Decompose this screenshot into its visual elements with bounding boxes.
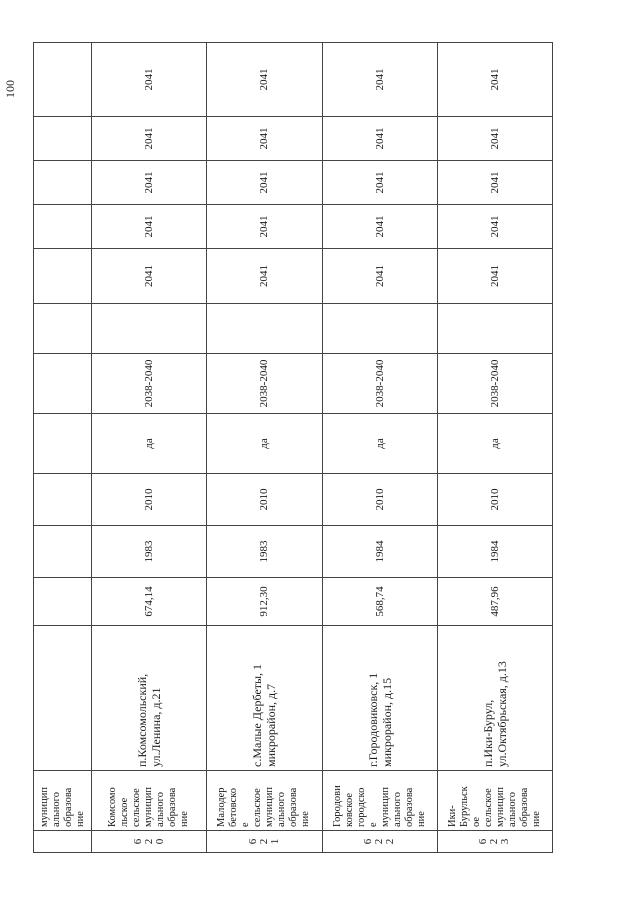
cell-year-built: 1984 xyxy=(437,526,552,578)
cell-year: 2041 xyxy=(322,161,437,205)
cell-year: 2041 xyxy=(92,117,207,161)
cell-year: 2041 xyxy=(207,117,322,161)
cell-year: 2041 xyxy=(322,205,437,249)
cell-year xyxy=(34,205,92,249)
table-row xyxy=(92,43,207,853)
cell-period: 2038-2040 xyxy=(322,354,437,414)
cell-year xyxy=(34,43,92,117)
cell-blank xyxy=(92,304,207,354)
table-row xyxy=(322,43,437,853)
table-row xyxy=(437,43,552,853)
cell-municipality: Ики- Бурульск ое сельское муницип ального образова ние xyxy=(437,771,552,831)
cell-year-built: 1983 xyxy=(207,526,322,578)
cell-num xyxy=(34,831,92,853)
cell-municipality: Городови ковское городско е муницип ального образова ние xyxy=(322,771,437,831)
cell-area: 487,96 xyxy=(437,578,552,626)
table-row xyxy=(207,43,322,853)
cell-address xyxy=(34,626,92,771)
cell-year: 2041 xyxy=(207,161,322,205)
cell-year xyxy=(34,161,92,205)
cell-area: 568,74 xyxy=(322,578,437,626)
cell-period: 2038-2040 xyxy=(207,354,322,414)
cell-year xyxy=(34,117,92,161)
cell-period: 2038-2040 xyxy=(92,354,207,414)
cell-area xyxy=(34,578,92,626)
cell-area: 912,30 xyxy=(207,578,322,626)
cell-year: 2041 xyxy=(207,43,322,117)
cell-year: 2041 xyxy=(437,205,552,249)
rotated-table-frame xyxy=(3,43,553,853)
cell-period: 2038-2040 xyxy=(437,354,552,414)
cell-blank xyxy=(34,304,92,354)
cell-year: 2041 xyxy=(92,205,207,249)
cell-address: п.Комсомольский, ул.Ленина, д.21 xyxy=(92,626,207,771)
cell-year: 2041 xyxy=(437,249,552,304)
cell-year: 2041 xyxy=(92,43,207,117)
cell-address: п.Ики-Бурул, ул.Октябрьская, д.13 xyxy=(437,626,552,771)
housing-register-table xyxy=(33,42,553,853)
cell-flag: да xyxy=(322,414,437,474)
cell-address: г.Городовиковск, 1 микрорайон, д.15 xyxy=(322,626,437,771)
cell-year xyxy=(34,249,92,304)
cell-year-overhaul: 2010 xyxy=(322,474,437,526)
cell-year: 2041 xyxy=(322,249,437,304)
cell-year: 2041 xyxy=(437,117,552,161)
cell-year-built xyxy=(34,526,92,578)
cell-flag: да xyxy=(437,414,552,474)
cell-address: с.Малые Дербеты, 1 микрорайон, д.7 xyxy=(207,626,322,771)
cell-period xyxy=(34,354,92,414)
cell-year: 2041 xyxy=(92,161,207,205)
cell-blank xyxy=(322,304,437,354)
cell-year: 2041 xyxy=(92,249,207,304)
cell-num: 6 2 1 xyxy=(207,831,322,853)
cell-blank xyxy=(207,304,322,354)
cell-year-built: 1984 xyxy=(322,526,437,578)
cell-year-overhaul: 2010 xyxy=(207,474,322,526)
cell-num: 6 2 2 xyxy=(322,831,437,853)
cell-num: 6 2 0 xyxy=(92,831,207,853)
cell-num: 6 2 3 xyxy=(437,831,552,853)
cell-municipality: Комсомо льское сельское муницип ального образова ние xyxy=(92,771,207,831)
cell-flag xyxy=(34,414,92,474)
cell-flag: да xyxy=(207,414,322,474)
cell-year-overhaul: 2010 xyxy=(92,474,207,526)
cell-year: 2041 xyxy=(207,205,322,249)
cell-year-overhaul: 2010 xyxy=(437,474,552,526)
cell-year: 2041 xyxy=(437,161,552,205)
cell-blank xyxy=(437,304,552,354)
cell-year: 2041 xyxy=(322,43,437,117)
cell-area: 674,14 xyxy=(92,578,207,626)
cell-municipality: Малодер бетовско е сельское муницип ального образова ние xyxy=(207,771,322,831)
cell-year-built: 1983 xyxy=(92,526,207,578)
cell-year: 2041 xyxy=(207,249,322,304)
page-number: 100 xyxy=(3,80,17,98)
table-row-header-continuation xyxy=(34,43,92,853)
cell-municipality: муницип ального образова ние xyxy=(34,771,92,831)
cell-year-overhaul xyxy=(34,474,92,526)
cell-year: 2041 xyxy=(322,117,437,161)
cell-flag: да xyxy=(92,414,207,474)
cell-year: 2041 xyxy=(437,43,552,117)
